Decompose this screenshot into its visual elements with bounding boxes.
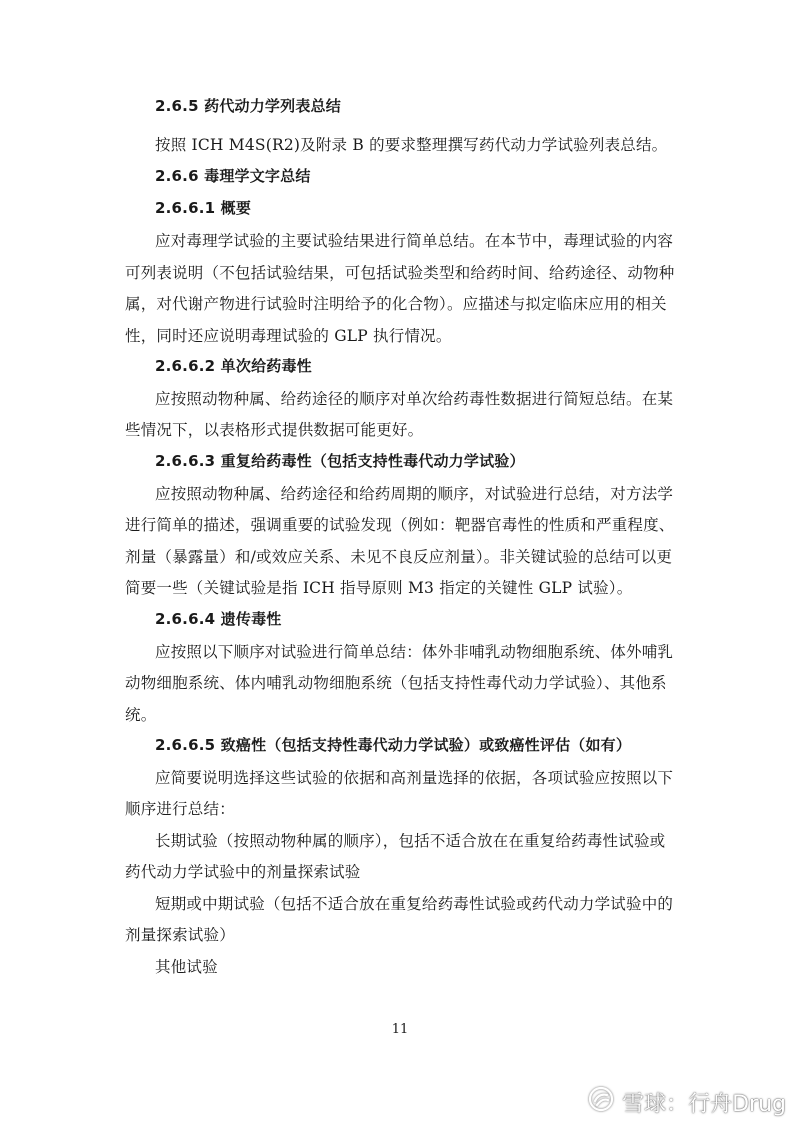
body-line: 简要一些（关键试验是指 ICH 指导原则 M3 指定的关键性 GLP 试验）。 <box>125 579 633 597</box>
body-line: 顺序进行总结： <box>125 800 235 818</box>
body-line: 应对毒理学试验的主要试验结果进行简单总结。在本节中，毒理试验的内容 <box>155 232 674 250</box>
heading-2-6-6: 2.6.6 毒理学文字总结 <box>155 167 311 185</box>
body-line: 些情况下，以表格形式提供数据可能更好。 <box>125 421 424 439</box>
body-line: 应按照动物种属、给药途径的顺序对单次给药毒性数据进行简短总结。在某 <box>155 390 674 408</box>
body-line: 药代动力学试验中的剂量探索试验 <box>125 863 361 881</box>
body-line: 属，对代谢产物进行试验时注明给予的化合物）。应描述与拟定临床应用的相关 <box>125 295 667 313</box>
body-line: 应按照以下顺序对试验进行简单总结：体外非哺乳动物细胞系统、体外哺乳 <box>155 643 674 661</box>
heading-2-6-6-1: 2.6.6.1 概要 <box>155 199 252 217</box>
body-line: 长期试验（按照动物种属的顺序），包括不适合放在在重复给药毒性试验或 <box>155 832 666 850</box>
heading-2-6-5: 2.6.5 药代动力学列表总结 <box>155 97 341 115</box>
heading-2-6-6-2: 2.6.6.2 单次给药毒性 <box>155 357 312 375</box>
body-line: 应按照动物种属、给药途径和给药周期的顺序，对试验进行总结，对方法学 <box>155 485 674 503</box>
watermark <box>588 1086 786 1118</box>
body-line: 按照 ICH M4S(R2)及附录 B 的要求整理撰写药代动力学试验列表总结。 <box>155 136 668 154</box>
body-line: 统。 <box>125 706 157 724</box>
watermark-text: 雪球：行舟Drug <box>622 1091 786 1117</box>
heading-2-6-6-3: 2.6.6.3 重复给药毒性（包括支持性毒代动力学试验） <box>155 452 525 470</box>
body-line: 剂量探索试验） <box>125 926 235 944</box>
body-line: 动物细胞系统、体内哺乳动物细胞系统（包括支持性毒代动力学试验）、其他系 <box>125 674 667 692</box>
heading-2-6-6-4: 2.6.6.4 遗传毒性 <box>155 610 282 628</box>
body-line: 可列表说明（不包括试验结果，可包括试验类型和给药时间、给药途径、动物种 <box>125 264 675 282</box>
body-line: 进行简单的描述，强调重要的试验发现（例如：靶器官毒性的性质和严重程度、 <box>125 516 675 534</box>
body-line: 剂量（暴露量）和/或效应关系、未见不良反应剂量）。非关键试验的总结可以更 <box>125 548 673 566</box>
body-line: 其他试验 <box>155 958 218 976</box>
page-number: 11 <box>391 1022 409 1037</box>
body-line: 应简要说明选择这些试验的依据和高剂量选择的依据，各项试验应按照以下 <box>155 769 674 787</box>
body-line: 短期或中期试验（包括不适合放在重复给药毒性试验或药代动力学试验中的 <box>155 895 674 913</box>
snowball-logo-icon <box>588 1086 614 1118</box>
heading-2-6-6-5: 2.6.6.5 致癌性（包括支持性毒代动力学试验）或致癌性评估（如有） <box>155 736 632 754</box>
body-line: 性，同时还应说明毒理试验的 GLP 执行情况。 <box>125 327 452 345</box>
